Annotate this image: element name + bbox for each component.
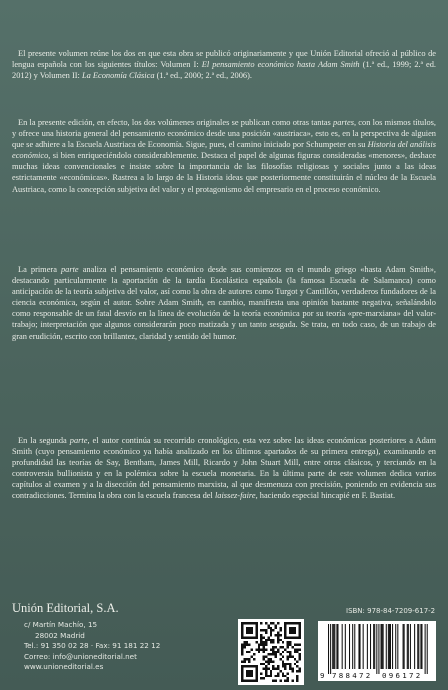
- address-postal: 28002 Madrid: [35, 630, 85, 640]
- emphasis: laissez-faire: [214, 491, 256, 501]
- barcode-bar: [397, 624, 398, 669]
- paragraph-edition: [12, 117, 436, 195]
- barcode-bar: [373, 624, 374, 669]
- barcode-digits-left: 788472: [332, 671, 373, 680]
- text-run: , si bien enriqueciéndolo considerablemente. Destaca el papel de algunas figuras consideradas «menores», deshace muchas ideas convencionales e insiste sobre la importancia de las filosofías religiosas y sociales junto a las ideas estrictamente «económicas». Rastrea a lo largo de la Historia ideas que posteriormente constituirán el núcleo de la Escuela Austriaca, como la concepción subjetiva del valor y el protagonismo del empresario en el proceso económico.: [12, 151, 436, 194]
- isbn-label: ISBN: 978-84-7209-617-2: [346, 607, 436, 615]
- address-street: c/ Martín Machío, 15: [24, 620, 98, 629]
- emphasis: parte: [60, 265, 79, 274]
- barcode-bar: [367, 624, 368, 669]
- barcode-bar: [381, 624, 382, 669]
- barcode-bar: [360, 624, 361, 669]
- barcode-bar: [333, 624, 334, 669]
- publisher-address: [24, 620, 160, 673]
- barcode-bar: [334, 624, 335, 669]
- paragraph-first-part: [12, 264, 436, 342]
- barcode-bar: [342, 624, 343, 669]
- barcode-digit-first: 9: [320, 671, 325, 680]
- barcode-bar: [336, 624, 337, 669]
- emphasis: parte: [69, 436, 88, 445]
- publisher-name: Unión Editorial, S.A.: [12, 601, 119, 615]
- barcode-bar: [408, 624, 409, 669]
- text-run: (1.ª ed., 1999; 2.ª ed. 2012) y Volumen II:: [12, 60, 437, 81]
- barcode-digits-right: 096172: [382, 671, 423, 680]
- book-title: Historia del análisis económico: [12, 140, 436, 161]
- barcode-icon: [318, 621, 436, 681]
- text-run: , con los mismos títulos, y ofrece una historia general del pensamiento económico desde una posición «austriaca», esto es, en la perspectiva de alguien que se adhiere a la Escuela Austriaca de Economía. Sigue, pues, el camino iniciado por Schumpeter en su: [12, 118, 436, 150]
- barcode-bar: [420, 624, 421, 669]
- barcode-bar: [395, 624, 396, 669]
- text-run: En la segunda: [18, 436, 70, 445]
- text-run: En la presente edición, en efecto, los dos volúmenes originales se publican como otras tantas: [18, 118, 334, 127]
- barcode-bar: [345, 624, 346, 669]
- barcode-bar: [354, 624, 355, 669]
- text-run: , el autor continúa su recorrido cronológico, esta vez sobre las ideas económicas posteriores a Adam Smith (cuyo pensamiento económico ya había analizado en los últimos apartados de su primera entrega), examinando en profundidad las teorías de Say, Bentham, James Mill, Ricardo y John Stuart Mill, entre otros clásicos, y terciando en la controversia bullionista y en la polémica sobre la escuela monetaria. En la última parte de este volumen dedica varios capítulos al examen y a la disección del pensamiento marxista, al que desmenuza con precisión, poniendo en evidencia sus contradicciones. Termina la obra con la escuela francesa del: [12, 436, 436, 501]
- text-run: , haciendo especial hincapié en F. Bastiat.: [255, 491, 396, 501]
- text-run: analiza el pensamiento económico desde sus comienzos en el mundo griego «hasta Adam Smith», destacando particularmente la aportación de la tardía Escolástica española (la famosa Escuela de Salamanca) como anticipación de la teoría subjetiva del valor, así como la obra de autores como Turgot y Cantillón, verdaderos fundadores de la ciencia económica, según el autor. Sobre Adam Smith, en cambio, manifiesta una opinión bastante negativa, señalándolo como responsable de un fatal desvío en la línea de evolución de la teoría económica por su teoría «pre-marxiana» del valor-trabajo; interpretación que algunos considerarán poco matizada y un tanto sesgada. Se trata, en todo caso, de un trabajo de gran erudición, escrito con brillantez, claridad y sentido del humor.: [12, 265, 437, 341]
- barcode-bar: [328, 624, 329, 674]
- emphasis: partes: [333, 118, 354, 127]
- barcode-bar: [403, 624, 404, 669]
- barcode-bar: [389, 624, 390, 669]
- qr-code-icon: [238, 619, 304, 685]
- address-phone: Tel.: 91 350 02 28 · Fax: 91 181 22 12: [24, 641, 161, 651]
- barcode-bar: [404, 624, 405, 669]
- text-run: La primera: [18, 265, 61, 274]
- paragraph-intro: [12, 48, 436, 81]
- barcode-bar: [374, 624, 375, 669]
- barcode-bar: [390, 624, 391, 669]
- book-title: La Economía Clásica: [81, 71, 155, 81]
- barcode-bar: [388, 624, 389, 669]
- barcode-bar: [414, 624, 415, 669]
- book-title: El pensamiento económico hasta Adam Smith: [201, 60, 360, 70]
- barcode-bar: [358, 624, 359, 669]
- barcode-bar: [392, 624, 393, 669]
- barcode-bar: [418, 624, 419, 669]
- barcode-bar: [352, 624, 353, 669]
- barcode-bar: [382, 624, 383, 669]
- barcode-bar: [427, 624, 428, 674]
- barcode-bar: [378, 624, 379, 674]
- barcode-bar: [370, 624, 371, 669]
- address-web: www.unioneditorial.es: [24, 662, 104, 672]
- address-email: Correo: info@unioneditorial.net: [24, 651, 137, 661]
- barcode-bar: [376, 624, 377, 674]
- barcode-bar: [349, 624, 350, 669]
- barcode-bar: [330, 624, 331, 674]
- barcode-bar: [421, 624, 422, 669]
- barcode-bar: [425, 624, 426, 674]
- barcode-bar: [407, 624, 408, 669]
- barcode-bar: [332, 624, 333, 669]
- barcode-bar: [337, 624, 338, 669]
- barcode-bar: [417, 624, 418, 669]
- barcode-bar: [386, 624, 387, 669]
- text-run: El presente volumen reúne los dos en que esta obra se publicó originariamente y que Unión Editorial ofreció al público de lengua española con los siguientes títulos: Volumen I:: [12, 49, 436, 70]
- text-run: (1.ª ed., 2000; 2.ª ed., 2006).: [154, 71, 252, 81]
- paragraph-second-part: [12, 435, 436, 502]
- barcode-bar: [383, 624, 384, 669]
- barcode-bar: [363, 624, 364, 669]
- barcode-bar: [410, 624, 411, 669]
